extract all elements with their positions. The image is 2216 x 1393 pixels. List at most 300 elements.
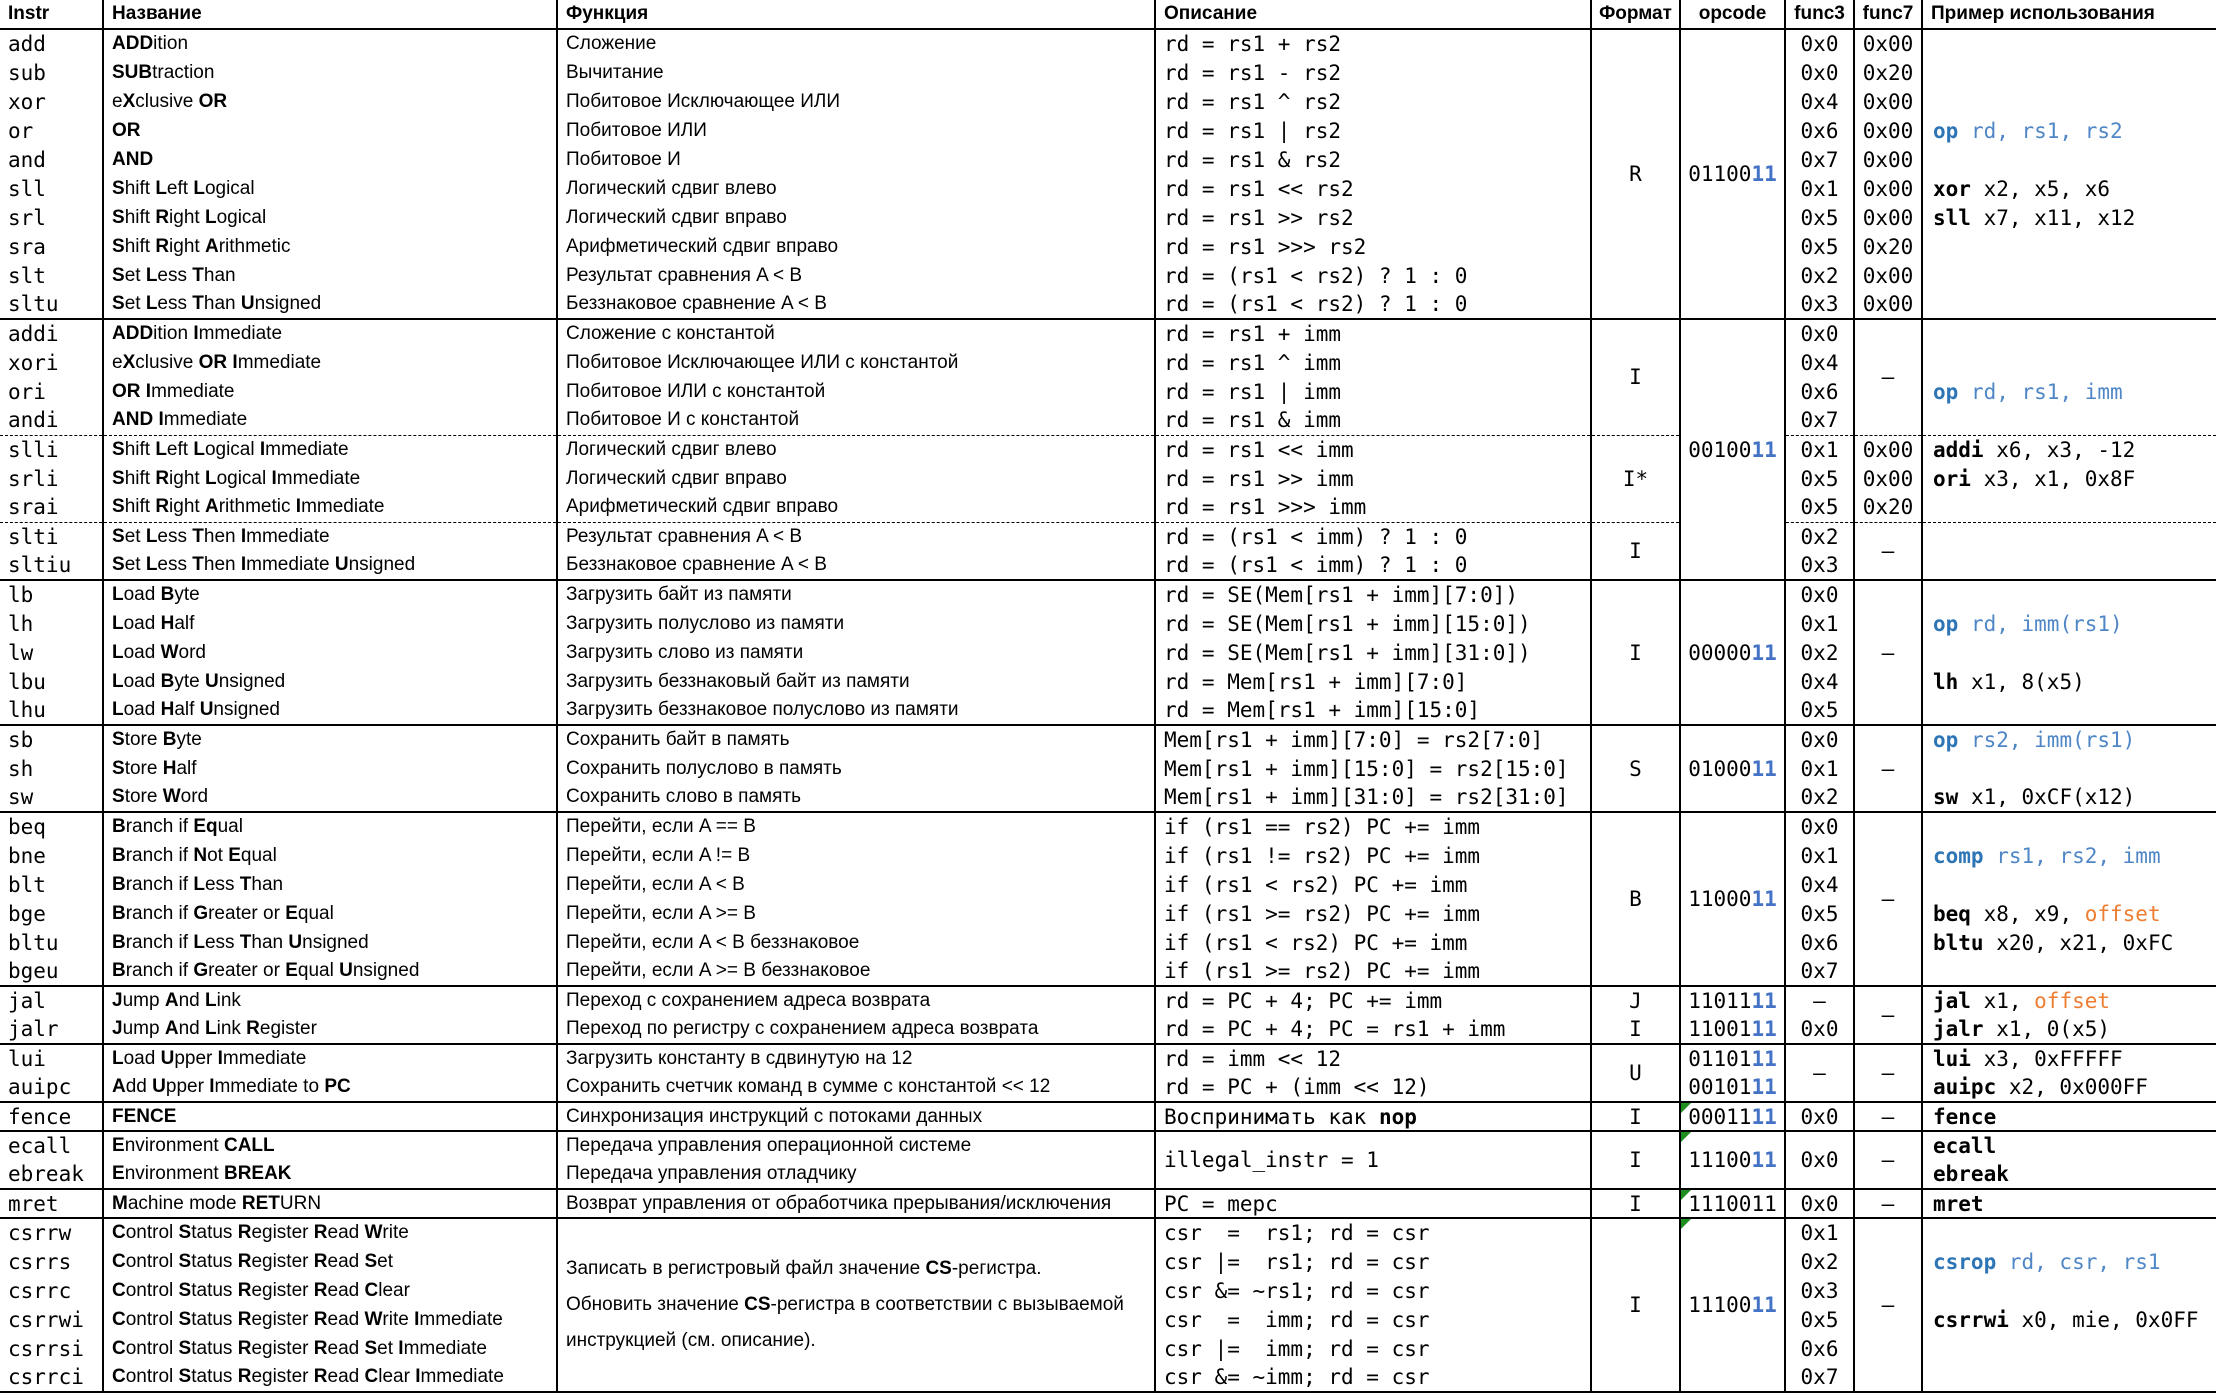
cell-func: Переход по регистру с сохранением адреса возврата (557, 1015, 1155, 1044)
cell-instr: csrrwi (0, 1305, 103, 1334)
cell-desc: if (rs1 >= rs2) PC += imm (1155, 899, 1591, 928)
cell-instr: or (0, 116, 103, 145)
cell-func3: 0x0 (1785, 29, 1854, 58)
cell-example: xor x2, x5, x6 (1922, 174, 2216, 203)
cell-desc: rd = PC + 4; PC += imm (1155, 986, 1591, 1015)
cell-name: Set Less Then Immediate (103, 522, 557, 551)
table-row (0, 319, 2216, 348)
cell-func3: 0x2 (1785, 1247, 1854, 1276)
cell-func: Побитовое Исключающее ИЛИ с константой (557, 348, 1155, 377)
cell-desc: rd = Mem[rs1 + imm][7:0] (1155, 667, 1591, 696)
cell-func3: 0x5 (1785, 696, 1854, 725)
cell-func: Сохранить слово в память (557, 783, 1155, 812)
cell-example: sll x7, x11, x12 (1922, 203, 2216, 232)
cell-name: Shift Left Logical (103, 174, 557, 203)
cell-func: Сложение с константой (557, 319, 1155, 348)
cell-example: csrrwi x0, mie, 0x0FF (1922, 1305, 2216, 1334)
cell-name: Load Half (103, 609, 557, 638)
cell-opcode: 1100111 (1680, 1015, 1785, 1044)
cell-func: Сохранить полуслово в память (557, 754, 1155, 783)
cell-func3: 0x2 (1785, 522, 1854, 551)
cell-func: Перейти, если A >= B (557, 899, 1155, 928)
cell-name: Branch if Not Equal (103, 841, 557, 870)
cell-instr: auipc (0, 1073, 103, 1102)
cell-opcode: 0010111 (1680, 1073, 1785, 1102)
cell-example (1922, 1334, 2216, 1363)
cell-example (1922, 261, 2216, 290)
cell-opcode: 0001111 (1680, 1102, 1785, 1131)
cell-instr: and (0, 145, 103, 174)
cell-instr: sll (0, 174, 103, 203)
cell-name: Branch if Less Than Unsigned (103, 928, 557, 957)
header-instr: Instr (0, 0, 103, 29)
cell-func7: 0x00 (1854, 203, 1922, 232)
cell-func: Побитовое Исключающее ИЛИ (557, 87, 1155, 116)
cell-instr: bne (0, 841, 103, 870)
cell-func3: 0x1 (1785, 609, 1854, 638)
cell-func3: 0x5 (1785, 899, 1854, 928)
table-row (0, 522, 2216, 551)
cell-example (1922, 1363, 2216, 1392)
cell-instr: bge (0, 899, 103, 928)
table-row (0, 1218, 2216, 1247)
cell-desc: rd = Mem[rs1 + imm][15:0] (1155, 696, 1591, 725)
cell-func7: 0x20 (1854, 232, 1922, 261)
cell-func: Побитовое И с константой (557, 406, 1155, 435)
cell-func: Загрузить беззнаковый байт из памяти (557, 667, 1155, 696)
cell-desc: Mem[rs1 + imm][31:0] = rs2[31:0] (1155, 783, 1591, 812)
cell-name: eXclusive OR (103, 87, 557, 116)
cell-desc: rd = rs1 | rs2 (1155, 116, 1591, 145)
cell-desc: rd = rs1 >> imm (1155, 464, 1591, 493)
cell-desc: rd = SE(Mem[rs1 + imm][31:0]) (1155, 638, 1591, 667)
cell-func3: 0x5 (1785, 464, 1854, 493)
cell-format: I (1591, 1131, 1680, 1189)
cell-name: Branch if Greater or Equal Unsigned (103, 957, 557, 986)
cell-func3: 0x1 (1785, 841, 1854, 870)
header-func: Функция (557, 0, 1155, 29)
cell-name: Set Less Than (103, 261, 557, 290)
cell-instr: ecall (0, 1131, 103, 1160)
cell-name: FENCE (103, 1102, 557, 1131)
cell-instr: sw (0, 783, 103, 812)
cell-example (1922, 638, 2216, 667)
cell-func7: – (1854, 319, 1922, 435)
cell-name: Add Upper Immediate to PC (103, 1073, 557, 1102)
table-row (0, 58, 2216, 87)
cell-desc: rd = rs1 ^ rs2 (1155, 87, 1591, 116)
cell-format: I (1591, 1102, 1680, 1131)
header-example: Пример использования (1922, 0, 2216, 29)
cell-opcode: 1110011 (1680, 1189, 1785, 1218)
cell-name: Set Less Than Unsigned (103, 290, 557, 319)
cell-func: Логический сдвиг вправо (557, 203, 1155, 232)
cell-func: Передача управления операционной системе (557, 1131, 1155, 1160)
cell-desc: rd = (rs1 < imm) ? 1 : 0 (1155, 551, 1591, 580)
cell-name: Load Half Unsigned (103, 696, 557, 725)
table-row (0, 261, 2216, 290)
cell-func7: 0x00 (1854, 261, 1922, 290)
cell-name: SUBtraction (103, 58, 557, 87)
cell-func: Побитовое И (557, 145, 1155, 174)
cell-func: Возврат управления от обработчика прерывания/исключения (557, 1189, 1155, 1218)
cell-desc: rd = SE(Mem[rs1 + imm][7:0]) (1155, 580, 1591, 609)
cell-instr: andi (0, 406, 103, 435)
cell-example (1922, 290, 2216, 319)
cell-instr: sltu (0, 290, 103, 319)
cell-instr: jalr (0, 1015, 103, 1044)
cell-desc: rd = rs1 << rs2 (1155, 174, 1591, 203)
cell-func7: 0x00 (1854, 29, 1922, 58)
cell-desc: Mem[rs1 + imm][7:0] = rs2[7:0] (1155, 725, 1591, 754)
cell-instr: srl (0, 203, 103, 232)
cell-name: Branch if Less Than (103, 870, 557, 899)
cell-format: I (1591, 1015, 1680, 1044)
cell-func3: 0x3 (1785, 1276, 1854, 1305)
cell-example (1922, 696, 2216, 725)
header-opcode: opcode (1680, 0, 1785, 29)
cell-format: U (1591, 1044, 1680, 1102)
header-row (0, 0, 2216, 29)
table-row (0, 116, 2216, 145)
cell-func: Загрузить полуслово из памяти (557, 609, 1155, 638)
cell-name: Shift Right Arithmetic Immediate (103, 493, 557, 522)
cell-func3: 0x1 (1785, 1218, 1854, 1247)
cell-example: op rs2, imm(rs1) (1922, 725, 2216, 754)
cell-func: Загрузить константу в сдвинутую на 12 (557, 1044, 1155, 1073)
cell-func7: 0x00 (1854, 174, 1922, 203)
cell-func3: 0x6 (1785, 116, 1854, 145)
cell-instr: addi (0, 319, 103, 348)
cell-func: Записать в регистровый файл значение CS-регистра. Обновить значение CS-регистра в соответствии с вызываемой инструкцией (см. описание). (557, 1218, 1155, 1392)
cell-func3: 0x7 (1785, 145, 1854, 174)
cell-instr: slt (0, 261, 103, 290)
cell-desc: rd = PC + (imm << 12) (1155, 1073, 1591, 1102)
cell-format: I (1591, 1189, 1680, 1218)
cell-func3: 0x1 (1785, 174, 1854, 203)
cell-instr: beq (0, 812, 103, 841)
cell-example: comp rs1, rs2, imm (1922, 841, 2216, 870)
cell-name: Load Upper Immediate (103, 1044, 557, 1073)
cell-name: Control Status Register Read Write Immediate (103, 1305, 557, 1334)
cell-name: Store Byte (103, 725, 557, 754)
cell-func3: 0x0 (1785, 580, 1854, 609)
cell-instr: lui (0, 1044, 103, 1073)
cell-format: I* (1591, 435, 1680, 522)
cell-name: Control Status Register Read Write (103, 1218, 557, 1247)
cell-name: Jump And Link (103, 986, 557, 1015)
cell-func: Передача управления отладчику (557, 1160, 1155, 1189)
cell-func3: 0x6 (1785, 377, 1854, 406)
cell-example (1922, 58, 2216, 87)
cell-opcode: 0110011 (1680, 29, 1785, 319)
cell-example: lh x1, 8(x5) (1922, 667, 2216, 696)
cell-func: Логический сдвиг вправо (557, 464, 1155, 493)
cell-name: ADDition Immediate (103, 319, 557, 348)
cell-name: Shift Right Arithmetic (103, 232, 557, 261)
cell-func7: 0x00 (1854, 290, 1922, 319)
cell-name: Branch if Greater or Equal (103, 899, 557, 928)
cell-opcode: 1101111 (1680, 986, 1785, 1015)
cell-func7: – (1854, 1218, 1922, 1392)
cell-example (1922, 319, 2216, 348)
cell-func3: 0x7 (1785, 406, 1854, 435)
table-row (0, 232, 2216, 261)
cell-instr: srli (0, 464, 103, 493)
table-row (0, 203, 2216, 232)
cell-example (1922, 812, 2216, 841)
cell-format: S (1591, 725, 1680, 812)
cell-func: Арифметический сдвиг вправо (557, 232, 1155, 261)
cell-name: Machine mode RETURN (103, 1189, 557, 1218)
cell-func7: 0x00 (1854, 145, 1922, 174)
cell-name: Control Status Register Read Set (103, 1247, 557, 1276)
table-row (0, 1131, 2216, 1160)
cell-name: ADDition (103, 29, 557, 58)
cell-func7: 0x00 (1854, 87, 1922, 116)
cell-desc: rd = (rs1 < rs2) ? 1 : 0 (1155, 290, 1591, 319)
cell-example (1922, 957, 2216, 986)
header-format: Формат (1591, 0, 1680, 29)
header-desc: Описание (1155, 0, 1591, 29)
cell-instr: lh (0, 609, 103, 638)
cell-func3: 0x5 (1785, 493, 1854, 522)
cell-name: Control Status Register Read Clear Immediate (103, 1363, 557, 1392)
cell-example (1922, 522, 2216, 551)
cell-func3: 0x3 (1785, 290, 1854, 319)
cell-opcode: 1100011 (1680, 812, 1785, 986)
cell-name: Load Word (103, 638, 557, 667)
cell-name: Load Byte (103, 580, 557, 609)
cell-example (1922, 232, 2216, 261)
table-row (0, 986, 2216, 1015)
cell-func: Загрузить слово из памяти (557, 638, 1155, 667)
cell-func7: 0x00 (1854, 435, 1922, 464)
cell-func3: 0x0 (1785, 1102, 1854, 1131)
cell-example: mret (1922, 1189, 2216, 1218)
cell-desc: rd = rs1 >> rs2 (1155, 203, 1591, 232)
cell-example (1922, 1276, 2216, 1305)
cell-func3: 0x2 (1785, 261, 1854, 290)
cell-example (1922, 29, 2216, 58)
cell-func7: 0x20 (1854, 58, 1922, 87)
cell-func3: 0x4 (1785, 348, 1854, 377)
cell-func7: 0x20 (1854, 493, 1922, 522)
cell-instr: lb (0, 580, 103, 609)
cell-desc: csr &= ~imm; rd = csr (1155, 1363, 1591, 1392)
table-row (0, 1189, 2216, 1218)
header-name: Название (103, 0, 557, 29)
cell-name: Store Half (103, 754, 557, 783)
cell-desc: if (rs1 == rs2) PC += imm (1155, 812, 1591, 841)
cell-func: Беззнаковое сравнение A < B (557, 290, 1155, 319)
cell-func: Результат сравнения A < B (557, 261, 1155, 290)
cell-example: jalr x1, 0(x5) (1922, 1015, 2216, 1044)
cell-example: fence (1922, 1102, 2216, 1131)
cell-name: Load Byte Unsigned (103, 667, 557, 696)
cell-instr: add (0, 29, 103, 58)
cell-name: Control Status Register Read Set Immediate (103, 1334, 557, 1363)
cell-func3: 0x4 (1785, 667, 1854, 696)
table-row (0, 87, 2216, 116)
cell-name: OR (103, 116, 557, 145)
cell-func: Арифметический сдвиг вправо (557, 493, 1155, 522)
cell-opcode: 0010011 (1680, 319, 1785, 580)
cell-func: Перейти, если A >= B беззнаковое (557, 957, 1155, 986)
cell-func3: – (1785, 1044, 1854, 1102)
cell-instr: ori (0, 377, 103, 406)
cell-desc: csr |= imm; rd = csr (1155, 1334, 1591, 1363)
cell-desc: rd = rs1 | imm (1155, 377, 1591, 406)
cell-name: Jump And Link Register (103, 1015, 557, 1044)
cell-instr: srai (0, 493, 103, 522)
cell-func: Логический сдвиг влево (557, 174, 1155, 203)
cell-example (1922, 406, 2216, 435)
cell-example (1922, 145, 2216, 174)
table-row (0, 1044, 2216, 1073)
cell-example: csrop rd, csr, rs1 (1922, 1247, 2216, 1276)
cell-func7: – (1854, 1189, 1922, 1218)
cell-format: I (1591, 1218, 1680, 1392)
cell-instr: sb (0, 725, 103, 754)
cell-example (1922, 493, 2216, 522)
cell-example: op rd, rs1, imm (1922, 377, 2216, 406)
cell-instr: csrrci (0, 1363, 103, 1392)
cell-desc: if (rs1 != rs2) PC += imm (1155, 841, 1591, 870)
cell-format: I (1591, 522, 1680, 580)
cell-instr: slti (0, 522, 103, 551)
table-row (0, 29, 2216, 58)
cell-example: ori x3, x1, 0x8F (1922, 464, 2216, 493)
cell-func7: – (1854, 580, 1922, 725)
cell-format: J (1591, 986, 1680, 1015)
cell-func: Загрузить байт из памяти (557, 580, 1155, 609)
cell-func3: 0x4 (1785, 87, 1854, 116)
cell-name: AND (103, 145, 557, 174)
cell-desc: csr &= ~rs1; rd = csr (1155, 1276, 1591, 1305)
cell-instr: xor (0, 87, 103, 116)
cell-desc: csr = imm; rd = csr (1155, 1305, 1591, 1334)
cell-func: Вычитание (557, 58, 1155, 87)
cell-desc: rd = rs1 & imm (1155, 406, 1591, 435)
cell-desc: rd = rs1 + rs2 (1155, 29, 1591, 58)
cell-func: Перейти, если A < B (557, 870, 1155, 899)
cell-name: Store Word (103, 783, 557, 812)
cell-func7: – (1854, 812, 1922, 986)
cell-example (1922, 551, 2216, 580)
cell-example: addi x6, x3, -12 (1922, 435, 2216, 464)
cell-format: I (1591, 319, 1680, 435)
cell-func3: 0x0 (1785, 812, 1854, 841)
cell-func7: – (1854, 1131, 1922, 1189)
cell-desc: rd = rs1 & rs2 (1155, 145, 1591, 174)
header-func3: func3 (1785, 0, 1854, 29)
cell-instr: sh (0, 754, 103, 783)
cell-func3: 0x4 (1785, 870, 1854, 899)
cell-func3: 0x0 (1785, 725, 1854, 754)
cell-func: Переход с сохранением адреса возврата (557, 986, 1155, 1015)
cell-func: Перейти, если A == B (557, 812, 1155, 841)
cell-example (1922, 754, 2216, 783)
cell-instr: slli (0, 435, 103, 464)
cell-func7: – (1854, 725, 1922, 812)
cell-func: Побитовое ИЛИ с константой (557, 377, 1155, 406)
cell-desc: rd = rs1 >>> rs2 (1155, 232, 1591, 261)
cell-func: Сохранить счетчик команд в сумме с константой << 12 (557, 1073, 1155, 1102)
cell-instr: blt (0, 870, 103, 899)
cell-desc: rd = imm << 12 (1155, 1044, 1591, 1073)
cell-example: jal x1, offset (1922, 986, 2216, 1015)
cell-func3: 0x5 (1785, 232, 1854, 261)
cell-desc: rd = rs1 - rs2 (1155, 58, 1591, 87)
cell-func3: 0x1 (1785, 435, 1854, 464)
cell-example (1922, 348, 2216, 377)
cell-func3: 0x1 (1785, 754, 1854, 783)
cell-instr: lw (0, 638, 103, 667)
cell-func7: – (1854, 1102, 1922, 1131)
table-row (0, 493, 2216, 522)
header-func7: func7 (1854, 0, 1922, 29)
cell-example: op rd, imm(rs1) (1922, 609, 2216, 638)
cell-instr: jal (0, 986, 103, 1015)
table-row (0, 145, 2216, 174)
cell-example (1922, 1218, 2216, 1247)
cell-instr: csrrs (0, 1247, 103, 1276)
cell-desc: csr |= rs1; rd = csr (1155, 1247, 1591, 1276)
cell-func3: 0x6 (1785, 1334, 1854, 1363)
cell-func7: – (1854, 522, 1922, 580)
cell-example (1922, 870, 2216, 899)
cell-example: lui x3, 0xFFFFF (1922, 1044, 2216, 1073)
cell-desc: rd = (rs1 < imm) ? 1 : 0 (1155, 522, 1591, 551)
cell-desc: csr = rs1; rd = csr (1155, 1218, 1591, 1247)
cell-name: Shift Right Logical Immediate (103, 464, 557, 493)
cell-example: beq x8, x9, offset (1922, 899, 2216, 928)
cell-func: Беззнаковое сравнение A < B (557, 551, 1155, 580)
cell-func3: 0x0 (1785, 58, 1854, 87)
cell-example (1922, 580, 2216, 609)
cell-example: op rd, rs1, rs2 (1922, 116, 2216, 145)
cell-instr: lbu (0, 667, 103, 696)
cell-func: Загрузить беззнаковое полуслово из памяти (557, 696, 1155, 725)
cell-func: Перейти, если A != B (557, 841, 1155, 870)
cell-opcode: 0110111 (1680, 1044, 1785, 1073)
cell-instr: csrrsi (0, 1334, 103, 1363)
table-row (0, 1102, 2216, 1131)
table-row (0, 812, 2216, 841)
cell-example: bltu x20, x21, 0xFC (1922, 928, 2216, 957)
cell-desc: rd = PC + 4; PC = rs1 + imm (1155, 1015, 1591, 1044)
cell-name: Branch if Equal (103, 812, 557, 841)
cell-name: Shift Right Logical (103, 203, 557, 232)
cell-name: Control Status Register Read Clear (103, 1276, 557, 1305)
cell-name: AND Immediate (103, 406, 557, 435)
cell-func7: – (1854, 986, 1922, 1044)
cell-format: B (1591, 812, 1680, 986)
cell-name: Shift Left Logical Immediate (103, 435, 557, 464)
cell-desc: rd = rs1 + imm (1155, 319, 1591, 348)
cell-func3: 0x3 (1785, 551, 1854, 580)
cell-func3: 0x7 (1785, 957, 1854, 986)
cell-func3: 0x0 (1785, 319, 1854, 348)
cell-instr: bltu (0, 928, 103, 957)
cell-func: Перейти, если A < B беззнаковое (557, 928, 1155, 957)
cell-func7: 0x00 (1854, 464, 1922, 493)
table-row (0, 725, 2216, 754)
cell-opcode: 1110011 (1680, 1131, 1785, 1189)
cell-func: Синхронизация инструкций с потоками данных (557, 1102, 1155, 1131)
cell-desc: rd = rs1 ^ imm (1155, 348, 1591, 377)
